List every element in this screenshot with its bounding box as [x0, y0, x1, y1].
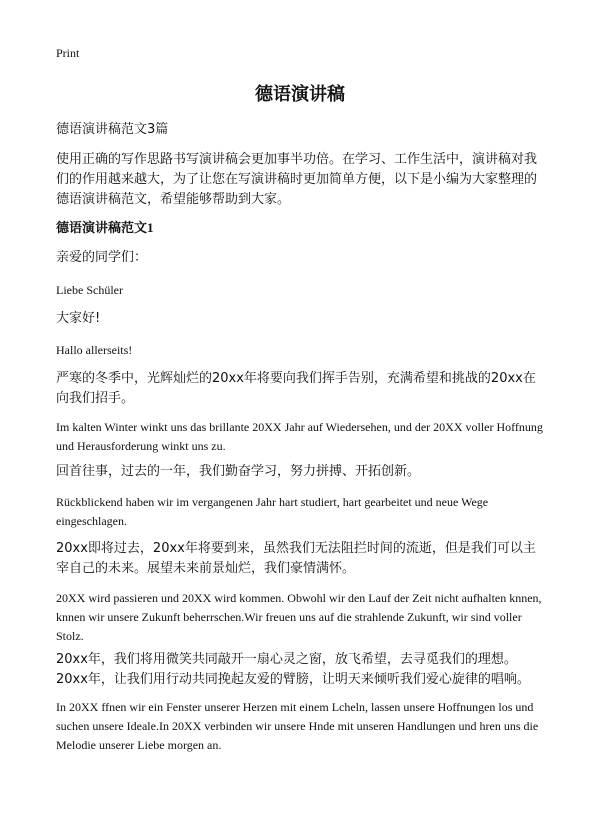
paragraph-hope-cn: 20xx年，我们将用微笑共同敲开一扇心灵之窗，放飞希望，去寻觅我们的理想。20xx年，让我们用行动共同挽起友爱的臂膀，让明天来倾听我们爱心旋律的唱响。 [56, 652, 530, 687]
paragraph-hope-de: In 20XX ffnen wir ein Fenster unserer Herzen mit einem Lcheln, lassen unsere Hoffnungen los und suchen unsere Ideale.In 20XX verbinden wir unsere Hnde mit unseren Handlungen und hren uns die Melodie unserer Liebe morgen an. [56, 700, 539, 752]
intro-paragraph: 使用正确的写作思路书写演讲稿会更加事半功倍。在学习、工作生活中，演讲稿对我们的作用越来越大，为了让您在写演讲稿时更加简单方便，以下是小编为大家整理的德语演讲稿范文，希望能够帮助到大家。 [56, 152, 538, 207]
paragraph-greeting-cn: 亲爱的同学们： [56, 250, 148, 265]
paragraph-future-cn: 20xx即将过去，20xx年将要到来，虽然我们无法阻拦时间的流逝，但是我们可以主宰自己的未来。展望未来前景灿烂，我们豪情满怀。 [56, 541, 536, 576]
paragraph-review-cn: 回首往事，过去的一年，我们勤奋学习，努力拼搏、开拓创新。 [56, 464, 421, 479]
section-heading: 德语演讲稿范文1 [56, 220, 154, 235]
paragraph-review-de: Rückblickend haben wir im vergangenen Jahr hart studiert, hart gearbeitet und neue Wege eingeschlagen. [56, 495, 489, 528]
paragraph-future-de: 20XX wird passieren und 20XX wird kommen. Obwohl wir den Lauf der Zeit nicht aufhalten knnen, knnen wir unsere Zukunft beherrschen.Wir freuen uns auf die strahlende Zukunft, wir sind voller Stolz. [56, 591, 542, 643]
paragraph-hello-cn: 大家好! [56, 311, 101, 326]
paragraph-greeting-de: Liebe Schüler [56, 283, 123, 297]
document-subtitle: 德语演讲稿范文3篇 [56, 122, 169, 137]
print-link[interactable]: Print [56, 46, 80, 60]
paragraph-hello-de: Hallo allerseits! [56, 343, 133, 357]
paragraph-winter-cn: 严寒的冬季中，光辉灿烂的20xx年将要向我们挥手告别，充满希望和挑战的20xx在向我们招手。 [56, 371, 536, 406]
paragraph-winter-de: Im kalten Winter winkt uns das brillante 20XX Jahr auf Wiedersehen, und der 20XX voller Hoffnung und Herausforderung winkt uns zu. [56, 420, 543, 453]
document-title: 德语演讲稿 [255, 84, 345, 105]
